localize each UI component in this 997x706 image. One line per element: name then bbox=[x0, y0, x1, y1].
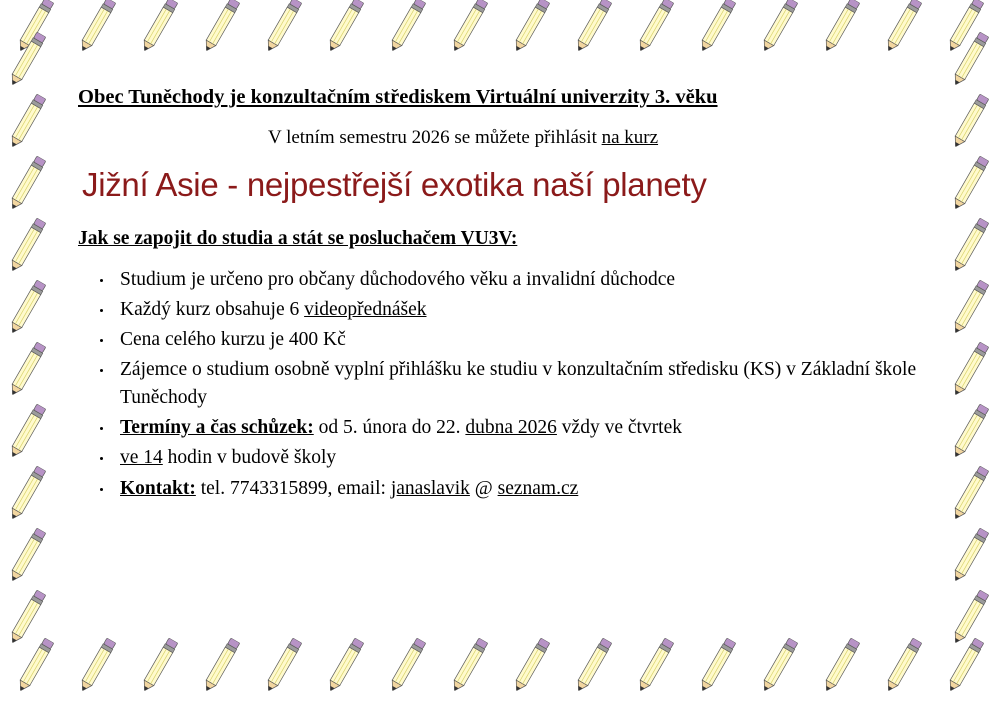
pencil-icon-right bbox=[949, 341, 991, 399]
pencil-icon-top bbox=[76, 0, 118, 54]
list-item bbox=[72, 296, 934, 324]
pencil-icon-left bbox=[6, 341, 48, 399]
pencil-icon-right bbox=[949, 589, 991, 647]
course-link[interactable]: na kurz bbox=[601, 127, 659, 148]
pencil-icon-right bbox=[949, 465, 991, 523]
pencil-icon-top bbox=[324, 0, 366, 54]
list-item-text: tel. 7743315899, email: bbox=[195, 477, 391, 499]
list-item-emphasis: Kontakt: bbox=[120, 477, 196, 499]
pencil-icon-left bbox=[6, 93, 48, 151]
list-item-text: Cena celého kurzu je 400 Kč bbox=[120, 329, 346, 351]
page-title: Obec Tuněchody je konzultačním střediskem Virtuální univerzity 3. věku bbox=[78, 86, 718, 108]
pencil-icon-top bbox=[510, 0, 552, 54]
pencil-icon-left bbox=[6, 155, 48, 213]
list-item bbox=[72, 266, 934, 294]
pencil-icon-left bbox=[6, 527, 48, 585]
list-item bbox=[72, 326, 934, 354]
list-item bbox=[72, 356, 934, 412]
pencil-icon-bottom bbox=[14, 637, 56, 695]
list-item bbox=[72, 444, 934, 472]
list-item-text: @ bbox=[469, 477, 498, 499]
pencil-icon-bottom bbox=[76, 637, 118, 695]
pencil-icon-left bbox=[6, 465, 48, 523]
pencil-icon-bottom bbox=[448, 637, 490, 695]
pencil-icon-top bbox=[696, 0, 738, 54]
list-item-emphasis: janaslavik bbox=[390, 477, 470, 499]
pencil-icon-top bbox=[448, 0, 490, 54]
list-item-emphasis: seznam.cz bbox=[497, 477, 579, 499]
list-item-text: hodin v budově školy bbox=[162, 447, 337, 469]
list-item bbox=[72, 475, 934, 503]
pencil-icon-left bbox=[6, 31, 48, 89]
pencil-icon-bottom bbox=[138, 637, 180, 695]
pencil-icon-right bbox=[949, 403, 991, 461]
pencil-icon-bottom bbox=[758, 637, 800, 695]
pencil-icon-bottom bbox=[882, 637, 924, 695]
course-title: Jižní Asie - nejpestřejší exotika naší planety bbox=[82, 166, 707, 203]
pencil-icon-bottom bbox=[572, 637, 614, 695]
list-item-text: od 5. února do 22. bbox=[313, 417, 466, 439]
list-item-text: vždy ve čtvrtek bbox=[556, 417, 682, 439]
list-item-text: Studium je určeno pro občany důchodového věku a invalidní důchodce bbox=[120, 269, 676, 290]
list-item-emphasis: dubna 2026 bbox=[465, 417, 557, 439]
pencil-icon-left bbox=[6, 279, 48, 337]
pencil-icon-top bbox=[634, 0, 676, 54]
semester-subtitle-text: V letním semestru 2026 se můžete přihlásit bbox=[267, 127, 602, 148]
pencil-icon-right bbox=[949, 31, 991, 89]
pencil-icon-top bbox=[820, 0, 862, 54]
pencil-icon-left bbox=[6, 217, 48, 275]
list-item-text: Zájemce o studium osobně vyplní přihlášku ke studiu v konzultačním středisku (KS) v Základní škole Tuněchody bbox=[120, 359, 917, 409]
pencil-icon-bottom bbox=[386, 637, 428, 695]
pencil-icon-top bbox=[200, 0, 242, 54]
pencil-icon-left bbox=[6, 403, 48, 461]
list-item-text: Každý kurz obsahuje 6 bbox=[120, 299, 305, 321]
pencil-icon-bottom bbox=[696, 637, 738, 695]
pencil-icon-top bbox=[572, 0, 614, 54]
pencil-icon-top bbox=[882, 0, 924, 54]
section-heading-howto: Jak se zapojit do studia a stát se posluchačem VU3V: bbox=[78, 228, 518, 249]
pencil-icon-bottom bbox=[820, 637, 862, 695]
pencil-icon-right bbox=[949, 217, 991, 275]
semester-subtitle bbox=[72, 127, 934, 149]
list-item-emphasis: Termíny a čas schůzek: bbox=[120, 417, 314, 439]
pencil-icon-left bbox=[6, 589, 48, 647]
pencil-icon-top bbox=[758, 0, 800, 54]
list-item-emphasis: ve 14 bbox=[120, 447, 163, 469]
pencil-icon-bottom bbox=[944, 637, 986, 695]
poster-content bbox=[72, 72, 934, 632]
pencil-icon-right bbox=[949, 527, 991, 585]
pencil-icon-right bbox=[949, 93, 991, 151]
info-list bbox=[72, 266, 934, 503]
pencil-icon-top bbox=[944, 0, 986, 54]
list-item bbox=[72, 414, 934, 442]
pencil-icon-right bbox=[949, 279, 991, 337]
pencil-icon-right bbox=[949, 155, 991, 213]
list-item-emphasis: videopřednášek bbox=[304, 299, 427, 321]
pencil-icon-bottom bbox=[262, 637, 304, 695]
pencil-icon-bottom bbox=[634, 637, 676, 695]
pencil-icon-top bbox=[14, 0, 56, 54]
pencil-icon-top bbox=[262, 0, 304, 54]
pencil-icon-top bbox=[138, 0, 180, 54]
pencil-icon-top bbox=[386, 0, 428, 54]
pencil-icon-bottom bbox=[510, 637, 552, 695]
pencil-icon-bottom bbox=[324, 637, 366, 695]
pencil-icon-bottom bbox=[200, 637, 242, 695]
